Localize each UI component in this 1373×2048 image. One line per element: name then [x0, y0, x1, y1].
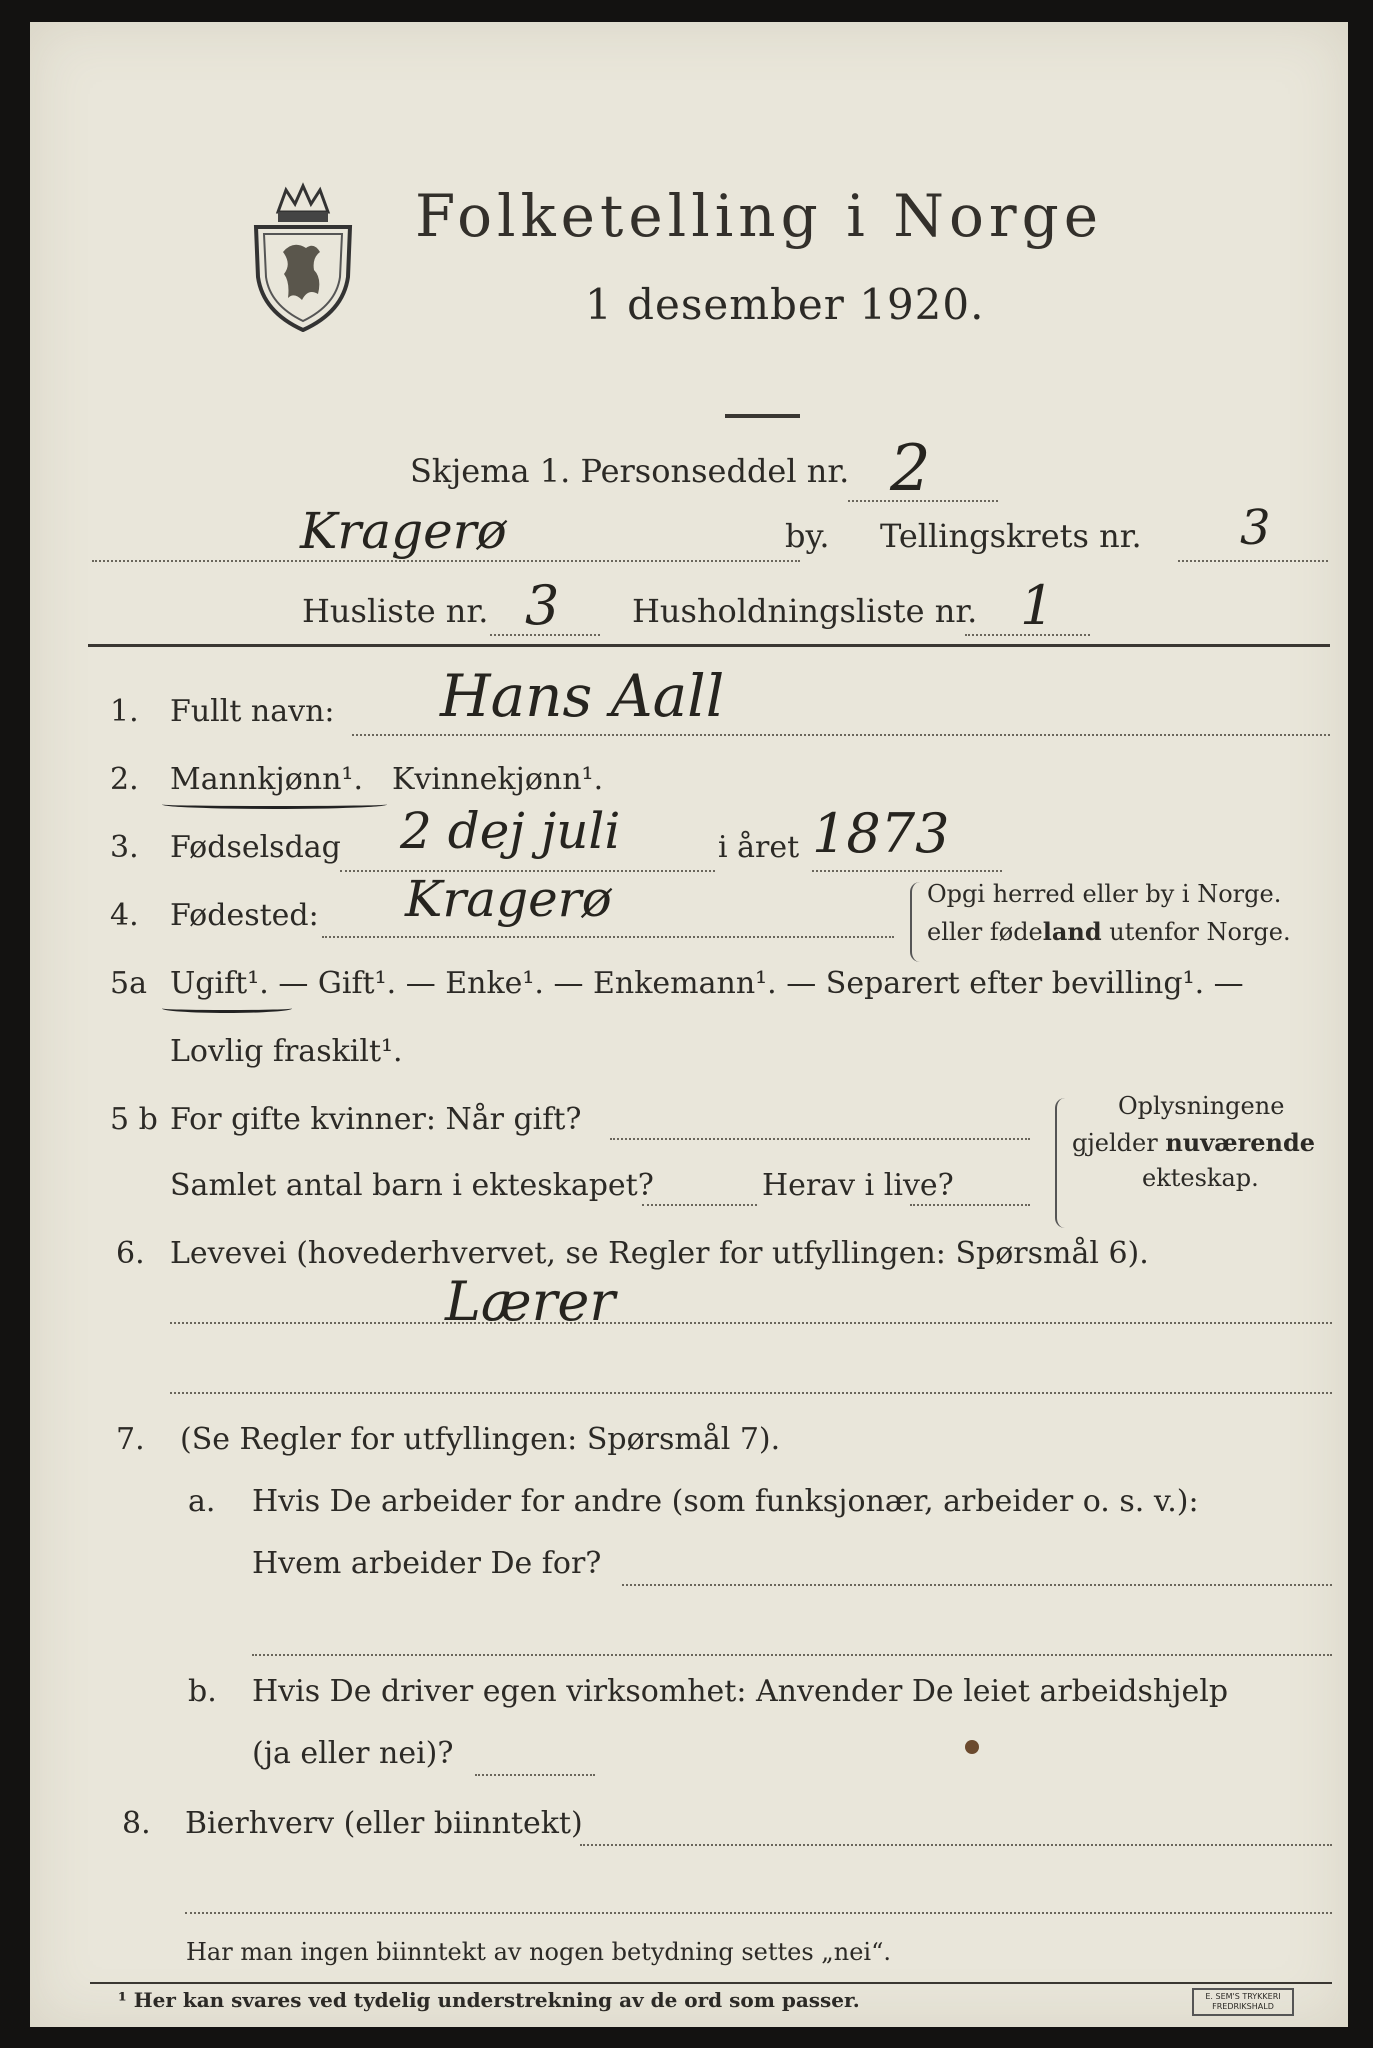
place-dots: [92, 560, 800, 562]
q2-number: 2.: [110, 762, 139, 797]
by-label: by.: [785, 517, 830, 555]
male-underline-mark: [162, 800, 387, 809]
birth-day-value: 2 dej juli: [400, 802, 621, 860]
q3-year-dots: [812, 870, 1002, 872]
tellingskrets-number: 3: [1240, 500, 1271, 556]
q4-dots: [322, 936, 894, 938]
form-title: Folketelling i Norge: [415, 182, 1104, 250]
q7a-dots-1: [622, 1584, 1332, 1586]
printer-stamp: E. SEM'S TRYKKERI FREDRIKSHALD: [1192, 1988, 1294, 2016]
tellingskrets-label: Tellingskrets nr.: [880, 517, 1142, 555]
q7a-line1: Hvis De arbeider for andre (som funksjonær, arbeider o. s. v.):: [252, 1484, 1199, 1519]
q5a-line2: Lovlig fraskilt¹.: [170, 1034, 403, 1069]
birth-year-value: 1873: [812, 802, 950, 865]
census-date: 1 desember 1920.: [585, 280, 985, 329]
q5a-number: 5a: [110, 966, 147, 1001]
footnote: ¹ Her kan svares ved tydelig understrekning av de ord som passer.: [118, 1988, 860, 2012]
q1-label: Fullt navn:: [170, 694, 335, 729]
tellingskrets-dots: [1178, 560, 1328, 562]
husholdningsliste-label: Husholdningsliste nr.: [632, 592, 978, 630]
q5b-number: 5 b: [110, 1102, 158, 1137]
q5b-children-dots: [642, 1204, 757, 1206]
q3-number: 3.: [110, 830, 139, 865]
q5b-married-dots: [610, 1138, 1030, 1140]
q7b-letter: b.: [188, 1674, 217, 1709]
q6-dots-2: [170, 1392, 1332, 1394]
q7b-dots: [475, 1774, 595, 1776]
q6-dots-1: [170, 1322, 1332, 1324]
q6-label: Levevei (hovederhvervet, se Regler for utfyllingen: Spørsmål 6).: [170, 1236, 1149, 1271]
q8-dots-1: [580, 1844, 1332, 1846]
header-separator: [88, 644, 1330, 647]
q7-number: 7.: [116, 1422, 145, 1457]
personseddel-number: 2: [890, 432, 931, 506]
q8-dots-2: [185, 1912, 1332, 1914]
q7-label: (Se Regler for utfyllingen: Spørsmål 7).: [180, 1422, 781, 1457]
q7a-letter: a.: [188, 1484, 216, 1519]
q5b-label: For gifte kvinner: Når gift?: [170, 1102, 582, 1137]
husholdningsliste-number: 1: [1020, 574, 1055, 637]
q7b-line1: Hvis De driver egen virksomhet: Anvender De leiet arbeidshjelp: [252, 1674, 1229, 1709]
ugift-option: Ugift¹.: [170, 966, 269, 1001]
q8-number: 8.: [122, 1806, 151, 1841]
q5b-note-bracket: [1055, 1098, 1069, 1228]
q5b-alive-dots: [910, 1204, 1030, 1206]
q4-note-line1: Opgi herred eller by i Norge.: [927, 880, 1282, 908]
q5b-alive-label: Herav i live?: [762, 1168, 954, 1203]
q4-note-line2: eller fødeland utenfor Norge.: [927, 917, 1291, 946]
q1-number: 1.: [110, 694, 139, 729]
q8-note: Har man ingen biinntekt av nogen betydning settes „nei“.: [186, 1938, 891, 1966]
title-rule: [725, 414, 800, 418]
ink-spot: [965, 1740, 979, 1754]
skjema-label: Skjema 1. Personseddel nr.: [410, 452, 850, 490]
q4-label: Fødested:: [170, 898, 319, 933]
q5b-children-label: Samlet antal barn i ekteskapet?: [170, 1168, 654, 1203]
coat-of-arms-icon: [248, 182, 358, 332]
other-status-options: — Gift¹. — Enke¹. — Enkemann¹. — Separert efter bevilling¹. —: [268, 966, 1244, 1001]
q1-dots: [352, 734, 1330, 736]
full-name-value: Hans Aall: [440, 662, 725, 730]
q4-note-bracket: [910, 882, 922, 962]
q4-number: 4.: [110, 898, 139, 933]
q5a-options: [170, 966, 1244, 1001]
q8-label: Bierhverv (eller biinntekt): [185, 1806, 583, 1841]
q3-year-label: i året: [718, 830, 800, 865]
place-value: Kragerø: [300, 502, 507, 560]
q5b-note-line1: Oplysningene: [1118, 1092, 1285, 1120]
q7a-dots-2: [252, 1654, 1332, 1656]
female-option: Kvinnekjønn¹.: [392, 762, 604, 797]
q5b-note-line3: ekteskap.: [1142, 1164, 1259, 1192]
footer-separator: [90, 1982, 1332, 1984]
census-form-page: [30, 22, 1348, 2027]
husliste-label: Husliste nr.: [302, 592, 489, 630]
q7b-line2: (ja eller nei)?: [252, 1736, 454, 1771]
male-option: Mannkjønn¹.: [170, 762, 363, 797]
q5b-note-line2: gjelder nuværende: [1072, 1128, 1316, 1157]
birthplace-value: Kragerø: [405, 870, 612, 928]
ugift-underline-mark: [162, 1004, 292, 1013]
q6-number: 6.: [116, 1236, 145, 1271]
q7a-line2: Hvem arbeider De for?: [252, 1546, 602, 1581]
q3-label: Fødselsdag: [170, 830, 341, 865]
occupation-value: Lærer: [445, 1270, 616, 1333]
husliste-number: 3: [525, 574, 560, 637]
